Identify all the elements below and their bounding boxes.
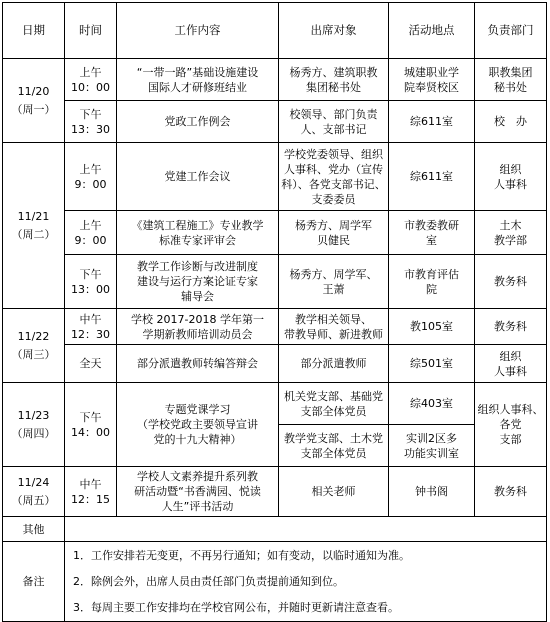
dept-cell-line: 人事科 [494, 177, 527, 191]
location-cell [389, 309, 475, 345]
content-cell [117, 467, 279, 517]
dept-cell [475, 309, 547, 345]
time-cell [65, 467, 117, 517]
time-cell [65, 383, 117, 467]
header-date: 日期 [3, 3, 65, 59]
content-cell-line: 标准专家评审会 [159, 233, 236, 247]
attendees-cell-line: 部分派遣教师 [300, 357, 367, 370]
weekday-label: （周一） [11, 102, 56, 116]
attendees-cell-line: 集团秘书处 [306, 80, 361, 94]
location-cell-line: 市教委教研 [404, 218, 459, 232]
time-cell-line: 上午 [79, 218, 102, 232]
content-cell-line: 《建筑工程施工》专业教学 [131, 218, 264, 232]
location-cell-line: 城建职业学 [404, 65, 459, 79]
attendees-cell [279, 383, 389, 425]
schedule-row [3, 309, 547, 345]
weekday-label: （周二） [11, 227, 56, 241]
other-label: 其他 [3, 517, 65, 542]
location-cell-line: 综403室 [410, 397, 453, 410]
attendees-cell [279, 309, 389, 345]
attendees-cell-line: 相关老师 [311, 485, 356, 498]
dept-cell [475, 345, 547, 383]
date-label: 11/24 [17, 475, 50, 489]
attendees-cell [279, 211, 389, 255]
attendees-cell-line: 人、支部书记 [300, 122, 367, 136]
time-cell [65, 101, 117, 143]
schedule-row [3, 467, 547, 517]
dept-cell [475, 143, 547, 211]
schedule-row [3, 59, 547, 101]
weekday-label: （周四） [11, 426, 56, 440]
content-cell [117, 255, 279, 309]
content-cell [117, 211, 279, 255]
content-cell-line: 党政工作例会 [164, 115, 231, 128]
location-cell-line: 室 [426, 233, 437, 247]
date-cell [3, 383, 65, 467]
location-cell-line: 院 [426, 282, 437, 296]
header-time: 时间 [65, 3, 117, 59]
location-cell-line: 教105室 [410, 320, 453, 333]
location-cell-line: 钟书阁 [415, 485, 448, 498]
attendees-cell-line: 校领导、部门负责 [289, 107, 378, 121]
dept-cell-line: 组织人事科、各党 [477, 403, 544, 431]
dept-cell-line: 教务科 [494, 485, 527, 498]
attendees-cell [279, 255, 389, 309]
note-item: 3．每周主要工作安排均在学校官网公布，并随时更新请注意查看。 [73, 600, 399, 614]
attendees-cell [279, 345, 389, 383]
attendees-cell-line: 支部全体党员 [300, 446, 367, 460]
weekly-schedule-table [2, 2, 547, 622]
time-cell-line: 9：00 [74, 177, 107, 191]
attendees-cell-line: 带教导师、新进教师 [284, 327, 383, 341]
attendees-cell-line: 教学相关领导、 [295, 312, 372, 326]
date-cell [3, 467, 65, 517]
schedule-row [3, 143, 547, 211]
attendees-cell [279, 467, 389, 517]
content-cell-line: “一带一路”基础设施建设 [136, 65, 259, 79]
attendees-cell-line: 杨秀方、周学军 [295, 218, 372, 232]
time-cell-line: 9：00 [74, 233, 107, 247]
content-cell-line: 研活动暨“书香满园、悦读 [134, 485, 261, 498]
content-cell-line: 学校 2017-2018 学年第一 [131, 312, 264, 326]
date-label: 11/20 [17, 84, 50, 98]
content-cell-line: 辅导会 [181, 290, 214, 303]
time-cell [65, 143, 117, 211]
date-label: 11/23 [17, 408, 50, 422]
time-cell [65, 255, 117, 309]
time-cell-line: 12：15 [71, 492, 110, 506]
attendees-cell-line: 机关党支部、基础党 [284, 389, 383, 403]
time-cell-line: 上午 [79, 65, 102, 79]
content-cell-line: 学校人文素养提升系列教 [137, 470, 258, 483]
attendees-cell-line: 王萧 [322, 282, 345, 296]
content-cell-line: 党的十九大精神） [153, 433, 242, 446]
date-label: 11/21 [17, 209, 50, 223]
time-cell [65, 309, 117, 345]
content-cell-line: 部分派遣教师转编答辩会 [137, 357, 258, 370]
attendees-cell [279, 425, 389, 467]
dept-cell-line: 秘书处 [494, 80, 527, 94]
time-cell-line: 全天 [79, 357, 102, 370]
time-cell-line: 下午 [79, 410, 102, 424]
time-cell-line: 中午 [79, 477, 102, 491]
header-content: 工作内容 [117, 3, 279, 59]
header-location: 活动地点 [389, 3, 475, 59]
note-item: 1．工作安排若无变更，不再另行通知；如有变动，以临时通知为准。 [73, 548, 410, 562]
location-cell-line: 综501室 [410, 357, 453, 370]
dept-cell-line: 组织 [499, 162, 522, 176]
content-cell-line: 学期新教师培训动员会 [142, 327, 253, 341]
attendees-cell-line: 人事科、党办（宣传 [284, 162, 383, 176]
dept-cell-line: 教务科 [494, 320, 527, 333]
date-cell [3, 143, 65, 309]
location-cell-line: 综611室 [410, 115, 453, 128]
dept-cell [475, 59, 547, 101]
location-cell [389, 345, 475, 383]
content-cell [117, 101, 279, 143]
attendees-cell [279, 59, 389, 101]
date-cell [3, 309, 65, 383]
time-cell-line: 13：00 [71, 282, 110, 296]
header-row [3, 3, 547, 59]
time-cell-line: 10：00 [71, 80, 110, 94]
attendees-cell-line: 支部全体党员 [300, 404, 367, 418]
attendees-cell-line: 学校党委领导、组织 [284, 147, 383, 161]
schedule-page [2, 2, 547, 622]
attendees-cell [279, 143, 389, 211]
date-cell [3, 59, 65, 143]
content-cell-line: 党建工作会议 [164, 170, 231, 183]
time-cell [65, 59, 117, 101]
schedule-row [3, 211, 547, 255]
weekday-label: （周五） [11, 493, 56, 507]
schedule-row [3, 255, 547, 309]
dept-cell [475, 383, 547, 467]
content-cell [117, 59, 279, 101]
dept-cell-line: 校 办 [494, 115, 527, 128]
time-cell-line: 下午 [79, 107, 102, 121]
schedule-row [3, 101, 547, 143]
attendees-cell-line: 杨秀方、建筑职教 [289, 65, 378, 79]
dept-cell [475, 211, 547, 255]
content-cell-line: 专题党课学习 [164, 403, 231, 416]
note-item: 2．除例会外，出席人员由责任部门负责提前通知到位。 [73, 574, 344, 588]
time-cell-line: 13：30 [71, 122, 110, 136]
dept-cell [475, 255, 547, 309]
location-cell [389, 59, 475, 101]
content-cell-line: 教学工作诊断与改进制度 [137, 260, 258, 273]
dept-cell [475, 467, 547, 517]
dept-cell-line: 职教集团 [488, 65, 533, 79]
dept-cell-line: 教务科 [494, 275, 527, 288]
location-cell [389, 211, 475, 255]
attendees-cell-line: 贝健民 [317, 233, 350, 247]
content-cell-line: 建设与运行方案论证专家 [137, 275, 258, 288]
dept-cell-line: 组织 [499, 349, 522, 363]
time-cell-line: 上午 [79, 162, 102, 176]
time-cell [65, 211, 117, 255]
attendees-cell-line: 杨秀方、周学军、 [289, 267, 378, 281]
location-cell [389, 101, 475, 143]
content-cell [117, 309, 279, 345]
attendees-cell-line: 科）、各党支部书记、 [281, 177, 386, 191]
location-cell-line: 院奉贤校区 [404, 80, 459, 94]
notes-row [3, 542, 547, 622]
dept-cell-line: 人事科 [494, 364, 527, 378]
header-attendees: 出席对象 [279, 3, 389, 59]
content-cell-line: 国际人才研修班结业 [148, 80, 247, 94]
attendees-cell [279, 101, 389, 143]
other-row [3, 517, 547, 542]
time-cell-line: 12：30 [71, 327, 110, 341]
content-cell [117, 383, 279, 467]
content-cell-line: （学校党政主要领导宣讲 [137, 418, 258, 431]
content-cell [117, 143, 279, 211]
content-cell [117, 345, 279, 383]
location-cell-line: 实训2区多 [406, 431, 457, 445]
location-cell [389, 425, 475, 467]
dept-cell [475, 101, 547, 143]
location-cell [389, 383, 475, 425]
weekday-label: （周三） [11, 347, 56, 361]
attendees-cell-line: 支委委员 [311, 192, 356, 206]
other-content [65, 517, 547, 542]
location-cell [389, 255, 475, 309]
schedule-row [3, 383, 547, 425]
dept-cell-line: 教学部 [494, 233, 527, 247]
location-cell-line: 功能实训室 [404, 446, 459, 460]
time-cell-line: 14：00 [71, 425, 110, 439]
content-cell-line: 人生”评书活动 [161, 500, 234, 513]
notes-content [65, 542, 547, 622]
location-cell-line: 市教育评估 [404, 267, 459, 281]
time-cell [65, 345, 117, 383]
schedule-row [3, 345, 547, 383]
location-cell [389, 143, 475, 211]
notes-label: 备注 [3, 542, 65, 622]
dept-cell-line: 支部 [499, 433, 522, 446]
time-cell-line: 中午 [79, 312, 102, 326]
location-cell-line: 综611室 [410, 170, 453, 183]
attendees-cell-line: 教学党支部、土木党 [284, 431, 383, 445]
location-cell [389, 467, 475, 517]
dept-cell-line: 土木 [499, 218, 522, 232]
time-cell-line: 下午 [79, 267, 102, 281]
date-label: 11/22 [17, 329, 50, 343]
header-dept: 负责部门 [475, 3, 547, 59]
